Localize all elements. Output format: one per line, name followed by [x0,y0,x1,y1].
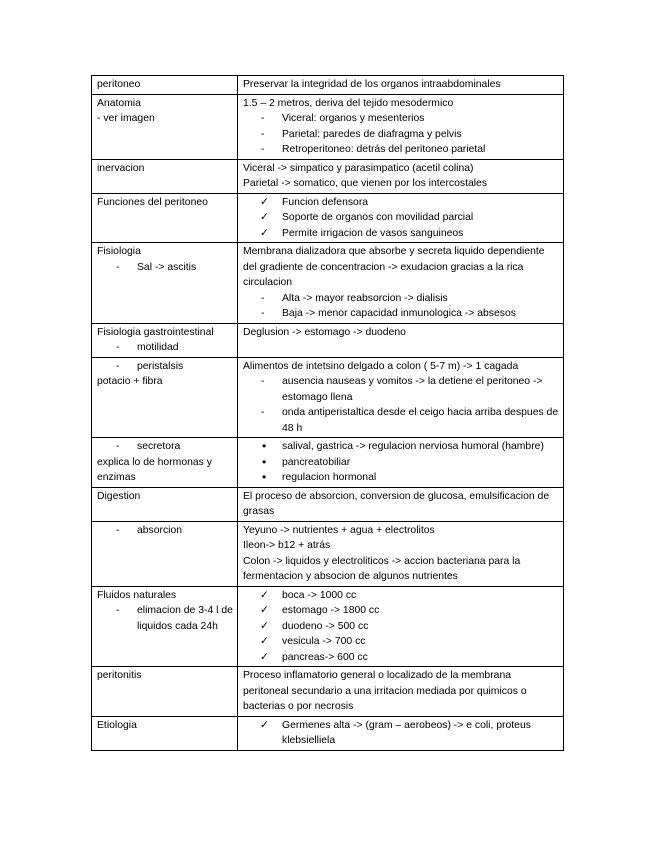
list-item: ✓ Permite irrigacion de vasos sanguineos [243,226,559,242]
list-item: - Baja -> menor capacidad inmunologica -> absesos [243,306,559,322]
content-cell: 1.5 – 2 metros, deriva del tejido mesodermico - Viceral: organos y mesenterios - Parietal: paredes de diafragma y pelvis - Retroperitoneo: detrás del peritoneo parietal [238,94,564,159]
list-item: ✓ Germenes alta -> (gram – aerobeos) -> e coli, proteus klebsielliela [243,718,559,749]
content-cell: Membrana dializadora que absorbe y secreta liquido dependiente del gradiente de concentracion -> exudacion gracias a la rica circulacion - Alta -> mayor reabsorcion -> dialisis - Baja -> menor capacidad inmunologica -> absesos [238,243,564,324]
dash-list [243,374,559,436]
topic-cell: Fisiologia gastrointestinal - motilidad [92,323,238,357]
list-item: ✓ Soporte de organos con movilidad parcial [243,210,559,226]
check-list [243,195,559,242]
topic-cell: peritoneo [92,76,238,95]
topic-cell: Funciones del peritoneo [92,193,238,243]
topic-cell: Digestion [92,487,238,521]
table-row [92,586,564,667]
list-item: ✓ duodeno -> 500 cc [243,619,559,635]
content-cell: Proceso inflamatorio general o localizado de la membrana peritoneal secundario a una irritacion mediada por quimicos o bacterias o por necrosis [238,667,564,717]
table-row [92,357,564,438]
table-row [92,438,564,488]
list-item: - Viceral: organos y mesenterios [243,111,559,127]
content-cell [238,586,564,667]
check-list [243,588,559,666]
content-cell [238,716,564,750]
content-cell [238,193,564,243]
list-item: ✓ vesicula -> 700 cc [243,634,559,650]
topic-cell: Fisiologia - Sal -> ascitis [92,243,238,324]
table-row [92,716,564,750]
content-cell: Preservar la integridad de los organos intraabdominales [238,76,564,95]
table-row [92,159,564,193]
topic-cell: peritonitis [92,667,238,717]
list-item: - Parietal: paredes de diafragma y pelvis [243,127,559,143]
table-row [92,323,564,357]
topic-cell: - secretora explica lo de hormonas y enzimas [92,438,238,488]
list-item: • pancreatobiliar [243,455,559,471]
list-item: - Alta -> mayor reabsorcion -> dialisis [243,291,559,307]
topic-cell: - peristalsis potacio + fibra [92,357,238,438]
topic-cell: Fluidos naturales - elimacion de 3-4 l de liquidos cada 24h [92,586,238,667]
list-item: ✓ estomago -> 1800 cc [243,603,559,619]
list-item: ✓ boca -> 1000 cc [243,588,559,604]
list-item: - Retroperitoneo: detrás del peritoneo parietal [243,142,559,158]
dash-list [243,111,559,158]
table-row [92,487,564,521]
topic-cell: Anatomia - ver imagen [92,94,238,159]
list-item: ✓ Funcion defensora [243,195,559,211]
topic-cell: Etiologia [92,716,238,750]
content-cell: Alimentos de intetsino delgado a colon ( 5-7 m) -> 1 cagada - ausencia nauseas y vomitos -> la detiene el peritoneo -> estomago llena - onda antiperistaltica desde el ceigo hacia arriba despues de 48 h [238,357,564,438]
table-row [92,521,564,586]
table-row [92,94,564,159]
table-row [92,667,564,717]
content-cell: Yeyuno -> nutrientes + agua + electrolitos Ileon-> b12 + atrás Colon -> liquidos y electroliticos -> accion bacteriana para la fermentacion y absocion de algunos nutrientes [238,521,564,586]
topic-cell: - absorcion [92,521,238,586]
notes-table [91,75,564,751]
list-item: • salival, gastrica -> regulacion nerviosa humoral (hambre) [243,439,559,455]
table-row [92,193,564,243]
topic-cell: inervacion [92,159,238,193]
check-list [243,718,559,749]
content-cell: Deglusion -> estomago -> duodeno [238,323,564,357]
list-item: - ausencia nauseas y vomitos -> la detiene el peritoneo -> estomago llena [243,374,559,405]
content-cell: Viceral -> simpatico y parasimpatico (acetil colina) Parietal -> somatico, que vienen por los intercostales [238,159,564,193]
table-row [92,243,564,324]
bullet-list [243,439,559,486]
list-item: ✓ pancreas-> 600 cc [243,650,559,666]
content-cell [238,438,564,488]
content-cell: El proceso de absorcion, conversion de glucosa, emulsificacion de grasas [238,487,564,521]
table-row [92,76,564,95]
dash-list [243,291,559,322]
list-item: - onda antiperistaltica desde el ceigo hacia arriba despues de 48 h [243,405,559,436]
list-item: • regulacion hormonal [243,470,559,486]
